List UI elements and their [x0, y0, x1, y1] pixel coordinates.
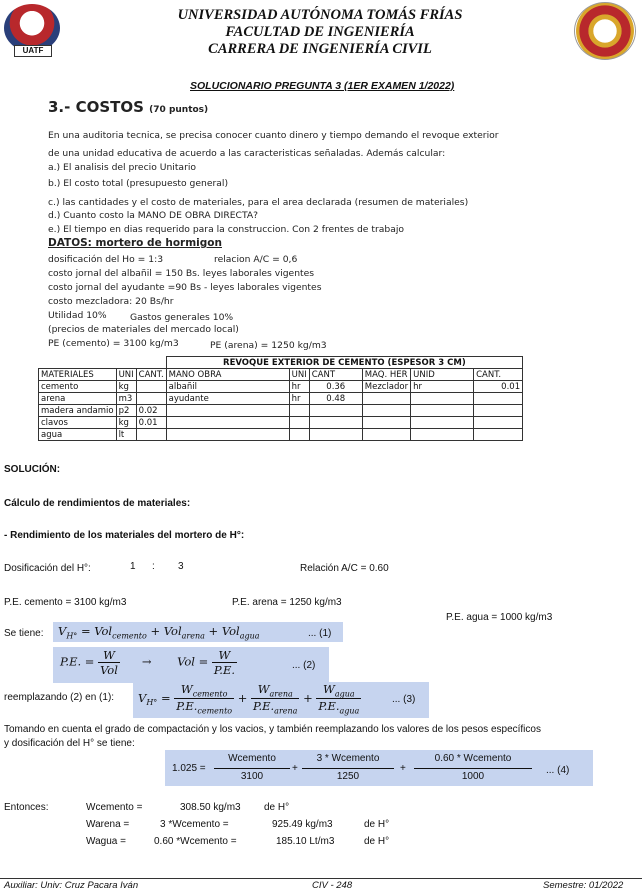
table-title: REVOQUE EXTERIOR DE CEMENTO (ESPESOR 3 CM) [166, 357, 522, 369]
solution-heading: SOLUCIÓN: [4, 464, 61, 475]
table-header-cell: UNID [411, 369, 474, 381]
table-cell: Mezclador [362, 381, 410, 393]
table-cell: kg [116, 417, 136, 429]
dosif-colon: : [152, 561, 155, 572]
table-cell: clavos [39, 417, 117, 429]
table-cell [166, 417, 289, 429]
result-arena-value: 925.49 kg/m3 [272, 819, 333, 830]
table-cell [411, 393, 474, 405]
equation-4-bar-1 [214, 768, 290, 769]
table-header-cell: MAQ. HER [362, 369, 410, 381]
table-cell [362, 429, 410, 441]
problem-precios: (precios de materiales del mercado local) [48, 324, 239, 335]
document-subtitle: SOLUCIONARIO PREGUNTA 3 (1ER EXAMEN 1/2022) [190, 80, 455, 92]
table-cell [166, 405, 289, 417]
rend-heading: - Rendimiento de los materiales del mortero de H°: [4, 530, 245, 541]
equation-4-lhs: 1.025 = [172, 763, 206, 774]
table-cell: 0.01 [474, 381, 523, 393]
equation-4-term3-den: 1000 [461, 771, 485, 782]
table-cell: arena [39, 393, 117, 405]
table-cell [474, 393, 523, 405]
table-cell: cemento [39, 381, 117, 393]
pe-agua: P.E. agua = 1000 kg/m3 [446, 612, 553, 623]
table-cell [362, 417, 410, 429]
problem-intro-2: de una unidad educativa de acuerdo a las caracteristicas señaladas. Además calcular: [48, 148, 446, 159]
table-row [39, 417, 523, 429]
equation-4-term2-num: 3 * Wcemento [316, 753, 380, 764]
table-cell: kg [116, 381, 136, 393]
equation-3-ref: ... (3) [392, 694, 416, 705]
faculty-seal-logo [574, 2, 636, 60]
table-cell [474, 405, 523, 417]
table-cell [136, 393, 166, 405]
table-cell [166, 429, 289, 441]
equation-4-term1-num: Wcemento [228, 753, 276, 764]
problem-gastos: Gastos generales 10% [130, 312, 234, 323]
table-cell [411, 417, 474, 429]
result-cemento-unit: de H° [264, 802, 290, 813]
se-tiene-label: Se tiene: [4, 628, 44, 639]
equation-2: P.E. = $\frac{W}{\text{Vol}}$ → Vol = $\frac{W}{P.E.}$ [60, 648, 236, 677]
table-cell [309, 405, 362, 417]
footer-semester: Semestre: 01/2022 [543, 880, 624, 891]
problem-item-d: d.) Cuanto costo la MANO DE OBRA DIRECTA? [48, 210, 259, 221]
table-cell [362, 393, 410, 405]
table-cell [136, 381, 166, 393]
revoque-table [38, 356, 523, 441]
entonces-label: Entonces: [4, 802, 49, 813]
table-cell [309, 429, 362, 441]
problem-item-e: e.) El tiempo en dias requerido para la construccion. Con 2 frentes de trabajo [48, 224, 405, 235]
header-career: CARRERA DE INGENIERÍA CIVIL [208, 41, 432, 57]
equation-2-ref: ... (2) [292, 660, 316, 671]
problem-title: 3.- COSTOS (70 puntos) [48, 98, 209, 116]
table-cell: hr [289, 381, 309, 393]
result-agua-value: 185.10 Lt/m3 [276, 836, 335, 847]
calc-heading: Cálculo de rendimientos de materiales: [4, 498, 191, 509]
table-cell: albañil [166, 381, 289, 393]
equation-4-plus-2: + [400, 763, 406, 774]
pe-arena: P.E. arena = 1250 kg/m3 [232, 597, 342, 608]
table-cell [362, 405, 410, 417]
equation-3: $V_{H^\circ}$ = $\frac{W_{cemento}}{P.E._{cemento}}$ + $\frac{W_{arena}}{P.E._{arena}}$ + $\frac{W_{agua}}{P.E._{agua}}$ [138, 682, 360, 716]
equation-4-term3-num: 0.60 * Wcemento [434, 753, 512, 764]
table-cell [411, 429, 474, 441]
table-cell: madera andamio [39, 405, 117, 417]
table-cell [289, 417, 309, 429]
problem-pe-arena: PE (arena) = 1250 kg/m3 [210, 340, 327, 351]
footer-author: Auxiliar: Univ: Cruz Pacara Iván [4, 880, 139, 891]
problem-mezcladora: costo mezcladora: 20 Bs/hr [48, 296, 174, 307]
table-cell [136, 429, 166, 441]
problem-datos: DATOS: mortero de hormigon [48, 237, 222, 249]
header-faculty: FACULTAD DE INGENIERÍA [225, 24, 415, 40]
table-cell: m3 [116, 393, 136, 405]
problem-pe-cemento: PE (cemento) = 3100 kg/m3 [48, 338, 179, 349]
relacion-ac: Relación A/C = 0.60 [300, 563, 389, 574]
uatf-logo-label: UATF [14, 45, 52, 57]
problem-item-b: b.) El costo total (presupuesto general) [48, 178, 229, 189]
dosif-one: 1 [130, 561, 136, 572]
result-agua-unit: de H° [364, 836, 390, 847]
table-header-cell: MANO OBRA [166, 369, 289, 381]
table-header-cell: UNI [289, 369, 309, 381]
tomando-line-2: y dosificación del H° se tiene: [4, 738, 135, 749]
equation-4-term1-den: 3100 [240, 771, 264, 782]
reemplazando-label: reemplazando (2) en (1): [4, 692, 115, 703]
result-cemento-value: 308.50 kg/m3 [180, 802, 241, 813]
table-row [39, 429, 523, 441]
table-cell: agua [39, 429, 117, 441]
equation-4-ref: ... (4) [546, 765, 570, 776]
result-agua-label: Wagua = [86, 836, 126, 847]
problem-item-a: a.) El analisis del precio Unitario [48, 162, 197, 173]
table-row [39, 381, 523, 393]
table-cell: lt [116, 429, 136, 441]
footer-course: CIV - 248 [312, 880, 353, 891]
problem-relacion: relacion A/C = 0,6 [214, 254, 298, 265]
tomando-line-1: Tomando en cuenta el grado de compactación y los vacios, y también reemplazando los valores de los pesos específicos [4, 724, 541, 735]
equation-4-bar-2 [302, 768, 394, 769]
equation-4-term2-den: 1250 [336, 771, 360, 782]
table-header-cell: UNI [116, 369, 136, 381]
table-header-cell: CANT. [474, 369, 523, 381]
problem-intro-1: En una auditoria tecnica, se precisa conocer cuanto dinero y tiempo demando el revoque exterior [48, 130, 499, 141]
table-cell: 0.36 [309, 381, 362, 393]
table-cell [411, 405, 474, 417]
result-arena-unit: de H° [364, 819, 390, 830]
result-arena-mult: 3 *Wcemento = [160, 819, 229, 830]
problem-dosificacion: dosificación del Ho = 1:3 [48, 254, 164, 265]
table-cell [289, 405, 309, 417]
result-agua-mult: 0.60 *Wcemento = [154, 836, 237, 847]
table-header-row [39, 369, 523, 381]
equation-4-plus-1: + [292, 763, 298, 774]
problem-jornal-albanil: costo jornal del albañil = 150 Bs. leyes laborales vigentes [48, 268, 315, 279]
table-cell: 0.48 [309, 393, 362, 405]
dosif-three: 3 [178, 561, 184, 572]
table-cell: hr [411, 381, 474, 393]
table-cell [289, 429, 309, 441]
dosif-label: Dosificación del H°: [4, 563, 91, 574]
table-header-cell: MATERIALES [39, 369, 117, 381]
equation-4-bar-3 [414, 768, 532, 769]
problem-jornal-ayudante: costo jornal del ayudante =90 Bs - leyes laborales vigentes [48, 282, 322, 293]
table-cell [309, 417, 362, 429]
table-cell: 0.01 [136, 417, 166, 429]
pe-cemento: P.E. cemento = 3100 kg/m3 [4, 597, 127, 608]
table-cell: p2 [116, 405, 136, 417]
table-cell: 0.02 [136, 405, 166, 417]
equation-1-ref: ... (1) [308, 628, 332, 639]
problem-item-c: c.) las cantidades y el costo de materiales, para el area declarada (resumen de materiales) [48, 197, 469, 208]
table-cell: ayudante [166, 393, 289, 405]
problem-utilidad: Utilidad 10% [48, 310, 107, 321]
table-row [39, 405, 523, 417]
table-row [39, 393, 523, 405]
table-cell: hr [289, 393, 309, 405]
footer-rule [0, 878, 642, 879]
table-header-cell: CANT. [136, 369, 166, 381]
header-university: UNIVERSIDAD AUTÓNOMA TOMÁS FRÍAS [177, 7, 463, 23]
equation-1: $V_{H^\circ} = Vol_{cemento} + Vol_{arena} + Vol_{agua}$ [58, 624, 260, 641]
table-header-cell: CANT [309, 369, 362, 381]
table-cell [474, 417, 523, 429]
result-cemento-label: Wcemento = [86, 802, 143, 813]
result-arena-label: Warena = [86, 819, 130, 830]
table-cell [474, 429, 523, 441]
